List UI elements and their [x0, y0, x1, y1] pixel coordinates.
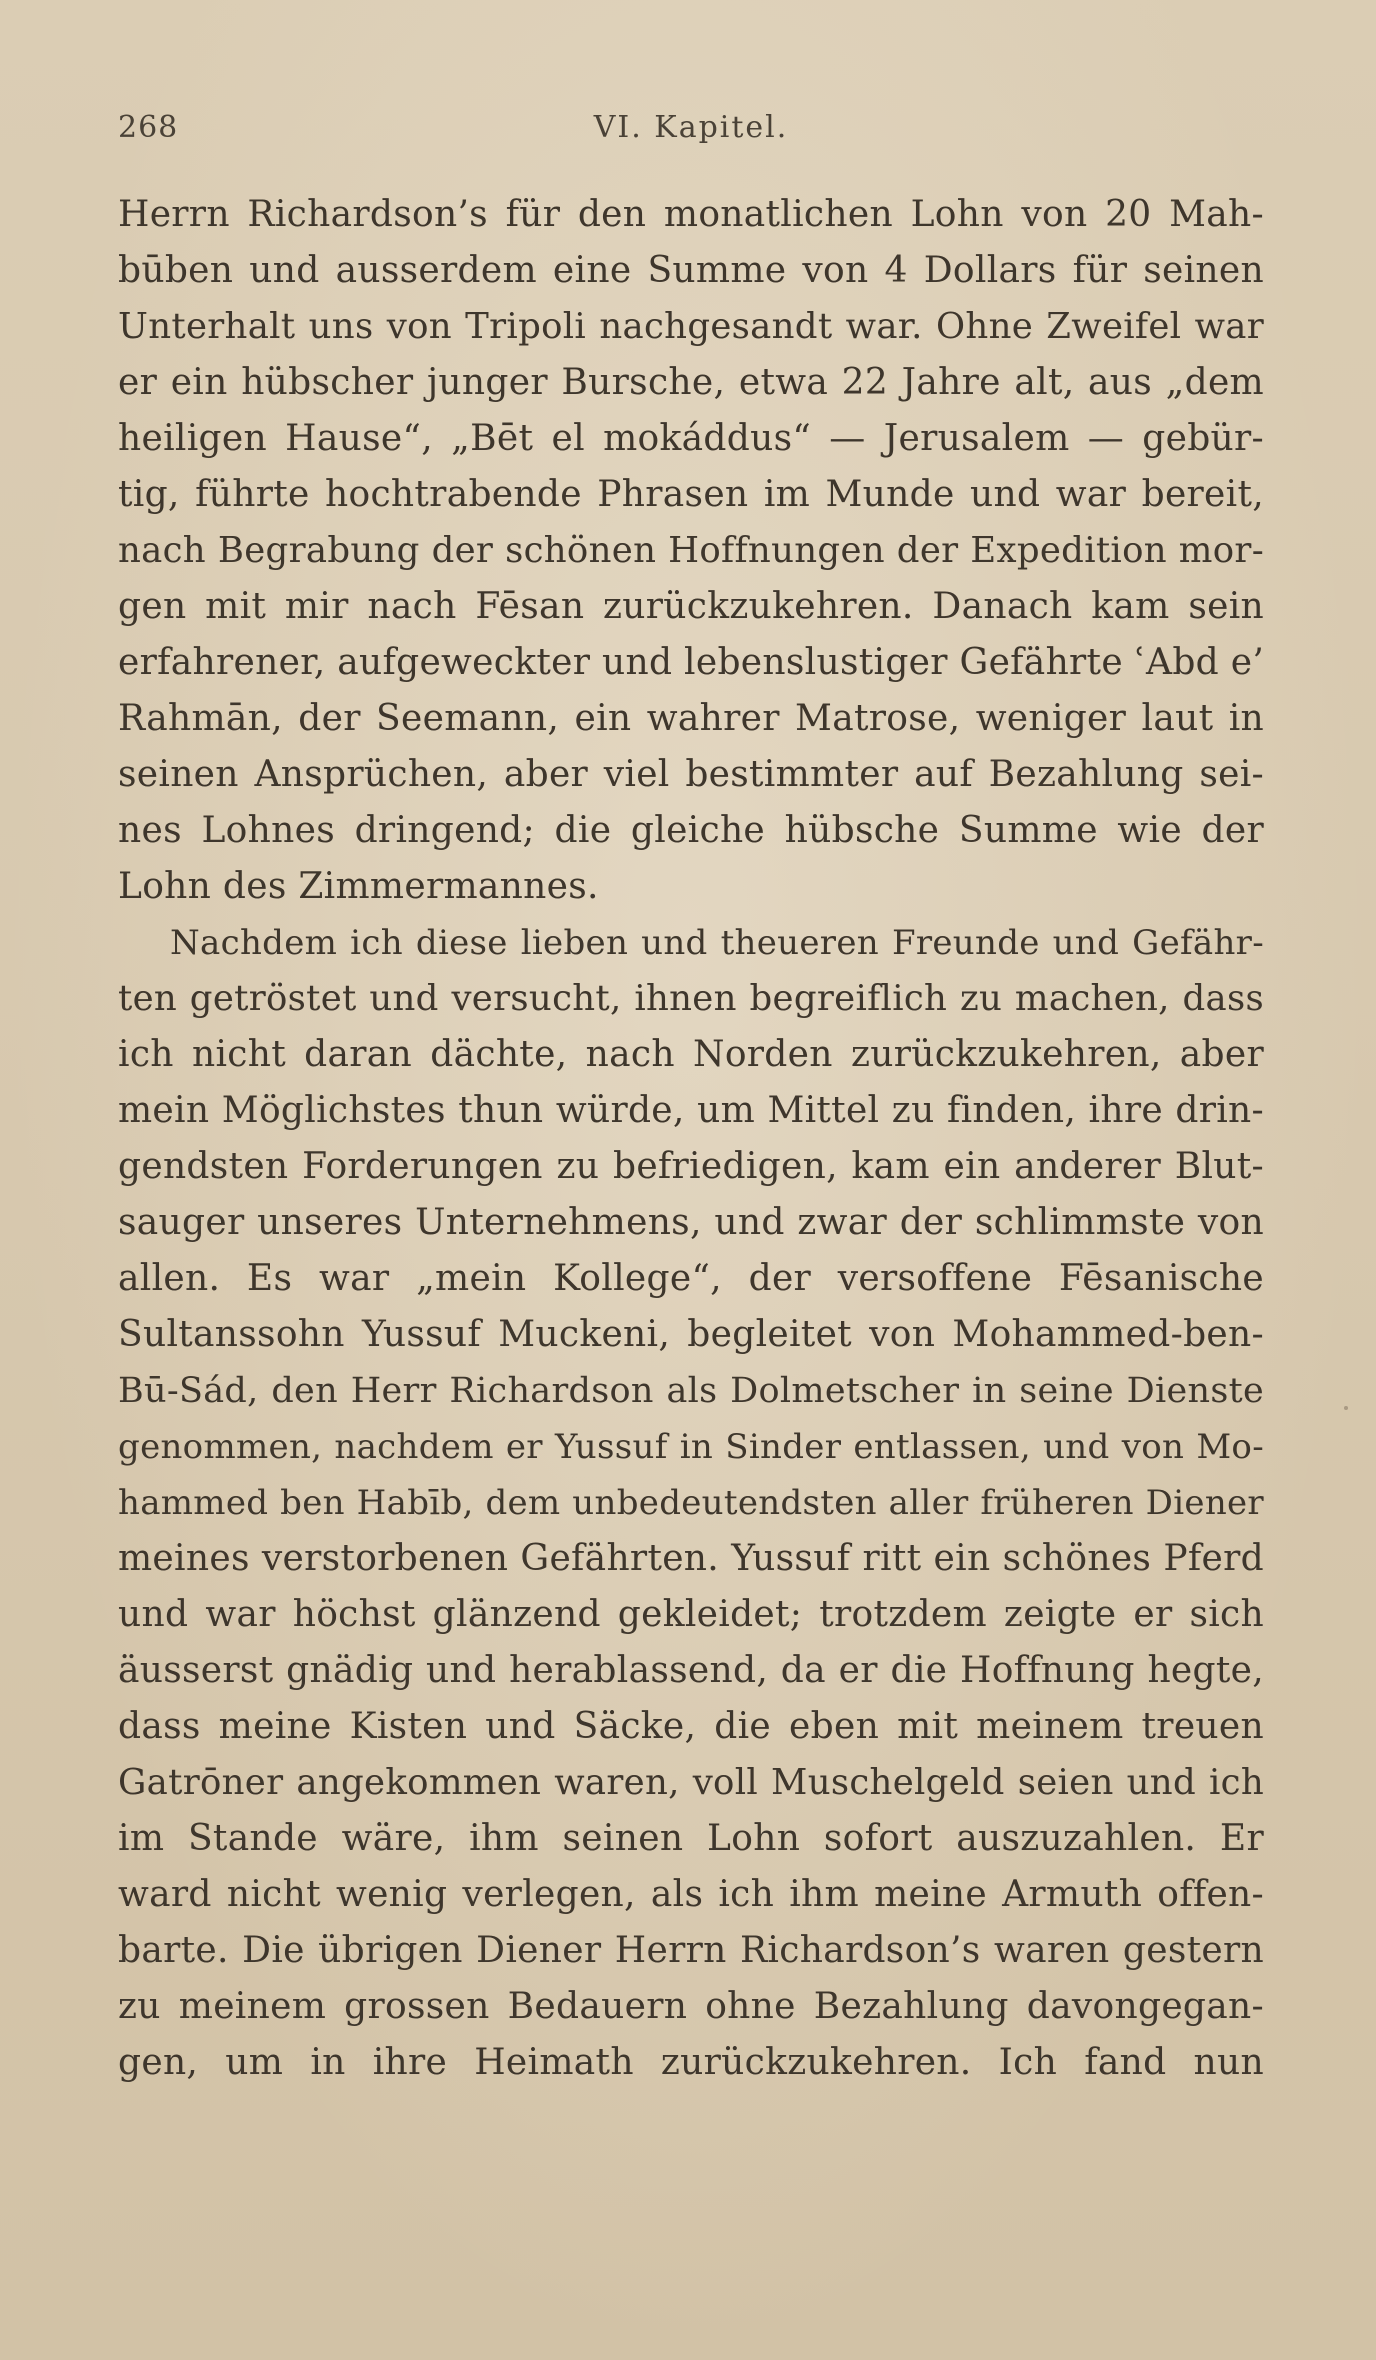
text-line: hammed ben Habīb, dem unbedeutendsten aller früheren Diener: [118, 1483, 1264, 1523]
page-number: 268: [118, 110, 179, 145]
text-line: genommen, nachdem er Yussuf in Sinder entlassen, und von Mo-: [118, 1427, 1264, 1467]
text-line: erfahrener, aufgeweckter und lebenslustiger Gefährte ʿAbd e’: [118, 642, 1265, 683]
text-line: dass meine Kisten und Säcke, die eben mit meinem treuen: [118, 1706, 1264, 1747]
running-head: [118, 110, 1264, 160]
text-line: būben und ausserdem eine Summe von 4 Dollars für seinen: [118, 250, 1264, 291]
text-line: und war höchst glänzend gekleidet; trotzdem zeigte er sich: [118, 1594, 1264, 1635]
text-line: Bū-Sád, den Herr Richardson als Dolmetscher in seine Dienste: [118, 1371, 1264, 1411]
text-line: seinen Ansprüchen, aber viel bestimmter auf Bezahlung sei-: [118, 754, 1264, 795]
text-line: sauger unseres Unternehmens, und zwar der schlimmste von: [118, 1202, 1264, 1243]
text-line: ward nicht wenig verlegen, als ich ihm meine Armuth offen-: [118, 1874, 1264, 1915]
text-line: Nachdem ich diese lieben und theueren Freunde und Gefähr-: [170, 923, 1264, 963]
text-line: äusserst gnädig und herablassend, da er die Hoffnung hegte,: [118, 1650, 1264, 1691]
text-line: im Stande wäre, ihm seinen Lohn sofort auszuzahlen. Er: [118, 1818, 1264, 1859]
text-line: gendsten Forderungen zu befriedigen, kam ein anderer Blut-: [118, 1146, 1264, 1187]
text-line: heiligen Hause“, „Bēt el mokáddus“ — Jerusalem — gebür-: [118, 418, 1264, 459]
text-line: mein Möglichstes thun würde, um Mittel zu finden, ihre drin-: [118, 1090, 1264, 1131]
text-line: ten getröstet und versucht, ihnen begreiflich zu machen, dass: [118, 978, 1264, 1019]
body-text: [118, 187, 1264, 2091]
text-line: Rahmān, der Seemann, ein wahrer Matrose, weniger laut in: [118, 698, 1264, 739]
text-line: tig, führte hochtrabende Phrasen im Munde und war bereit,: [118, 474, 1264, 515]
text-line: allen. Es war „mein Kollege“, der versoffene Fēsanische: [118, 1258, 1264, 1299]
text-line: Sultanssohn Yussuf Muckeni, begleitet von Mohammed-ben-: [118, 1314, 1264, 1355]
text-line: nach Begrabung der schönen Hoffnungen der Expedition mor-: [118, 530, 1264, 571]
text-line: meines verstorbenen Gefährten. Yussuf ritt ein schönes Pferd: [118, 1538, 1264, 1579]
text-line: Herrn Richardson’s für den monatlichen Lohn von 20 Mah-: [118, 194, 1264, 235]
paper-speck: [1344, 1406, 1348, 1410]
paragraph-1: [118, 187, 1264, 915]
text-line: er ein hübscher junger Bursche, etwa 22 Jahre alt, aus „dem: [118, 362, 1264, 403]
text-line: Gatrōner angekommen waren, voll Muschelgeld seien und ich: [118, 1762, 1264, 1803]
text-line: Lohn des Zimmermannes.: [118, 866, 599, 907]
text-line: Unterhalt uns von Tripoli nachgesandt war. Ohne Zweifel war: [118, 306, 1264, 347]
text-line: barte. Die übrigen Diener Herrn Richardson’s waren gestern: [118, 1930, 1264, 1971]
text-line: zu meinem grossen Bedauern ohne Bezahlung davongegan-: [118, 1986, 1264, 2027]
text-line: nes Lohnes dringend; die gleiche hübsche Summe wie der: [118, 810, 1264, 851]
chapter-heading: VI. Kapitel.: [593, 110, 789, 145]
text-line: ich nicht daran dächte, nach Norden zurückzukehren, aber: [118, 1034, 1264, 1075]
paragraph-2: [118, 915, 1264, 2091]
text-line: gen mit mir nach Fēsan zurückzukehren. Danach kam sein: [118, 586, 1264, 627]
text-line: gen, um in ihre Heimath zurückzukehren. Ich fand nun: [118, 2042, 1264, 2083]
